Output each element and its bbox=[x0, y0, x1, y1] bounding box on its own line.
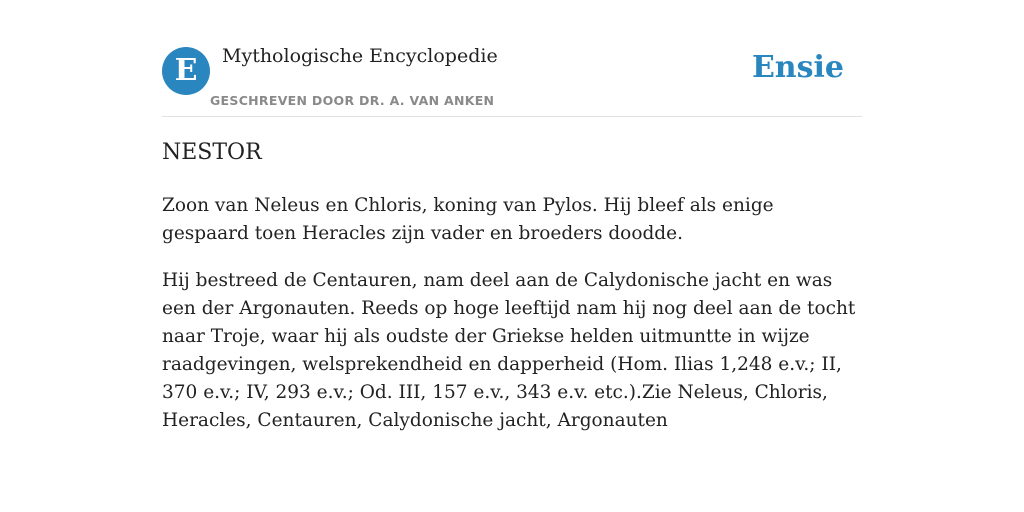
entry-paragraph: Zoon van Neleus en Chloris, koning van Pylos. Hij bleef als enige gespaard toen Heracles zijn vader en broeders doodde. bbox=[162, 195, 774, 244]
encyclopedia-logo[interactable]: E bbox=[162, 47, 210, 95]
entry-title: NESTOR bbox=[162, 140, 262, 165]
entry-paragraph: Hij bestreed de Centauren, nam deel aan de Calydonische jacht en was een der Argonauten. Reeds op hoge leeftijd nam hij nog deel aan de tocht naar Troje, waar hij als oudste der Griekse helden uitmuntte in wijze raadgevingen, welsprekendheid en dapperheid (Hom. Ilias 1,248 e.v.; II, 370 e.v.; IV, 293 e.v.; Od. III, 157 e.v., 343 e.v. etc.).Zie Neleus, Chloris, Heracles, Centauren, Calydonische jacht, Argonauten bbox=[162, 270, 856, 431]
entry-content bbox=[162, 192, 862, 454]
author-byline: GESCHREVEN DOOR DR. A. VAN ANKEN bbox=[210, 93, 495, 108]
site-title[interactable]: Mythologische Encyclopedie bbox=[222, 45, 498, 67]
header bbox=[162, 0, 862, 117]
page-container bbox=[162, 0, 862, 431]
ensie-brand-logo[interactable]: Ensie bbox=[751, 50, 844, 85]
